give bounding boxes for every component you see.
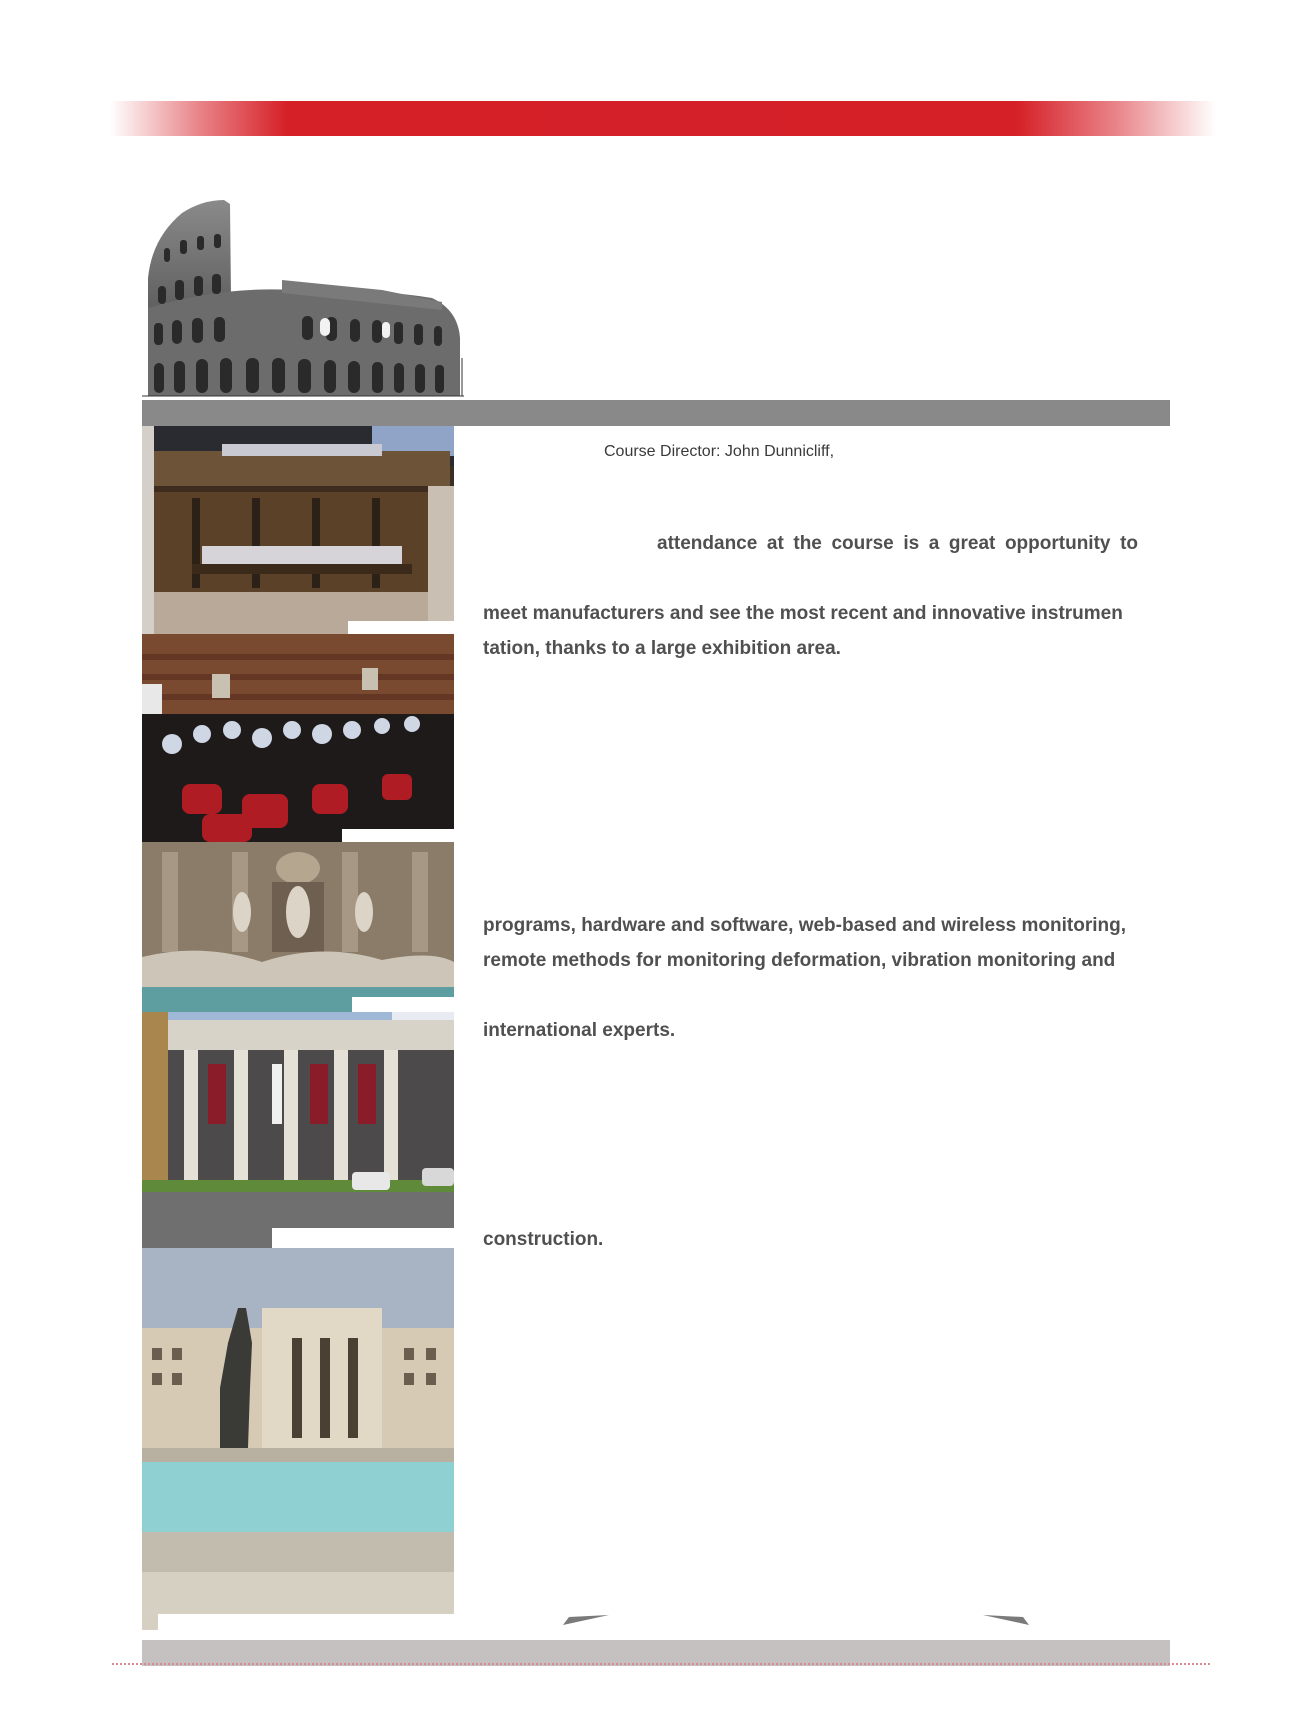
body-text-line-7: construction.	[483, 1229, 604, 1250]
body-text-line-1: attendance at the course is a great opportunity to	[657, 533, 1138, 554]
photo-university-colonnade	[142, 1012, 454, 1248]
course-director-line: Course Director: John Dunnicliff,	[604, 443, 835, 460]
body-text-line-2: meet manufacturers and see the most recent and innovative instrumen	[483, 603, 1123, 624]
body-text-line-3: tation, thanks to a large exhibition area.	[483, 638, 841, 659]
photo-trevi-fountain	[142, 842, 454, 1012]
header-gray-bar	[142, 400, 1170, 426]
photo-lecture-hall-audience	[142, 634, 454, 842]
colosseum-illustration	[142, 198, 464, 398]
photo-minerva-statue-fountain	[142, 1248, 454, 1630]
body-text-line-4: programs, hardware and software, web-based and wireless monitoring,	[483, 915, 1126, 936]
photo-courtyard-balconies	[142, 426, 454, 634]
decorative-wedge-left	[563, 1612, 609, 1622]
footer-dotted-rule	[112, 1663, 1210, 1665]
body-text-line-6: international experts.	[483, 1020, 676, 1041]
top-red-gradient-band	[110, 101, 1216, 136]
decorative-wedge-right	[983, 1612, 1029, 1622]
body-text-line-5: remote methods for monitoring deformation, vibration monitoring and	[483, 950, 1116, 971]
